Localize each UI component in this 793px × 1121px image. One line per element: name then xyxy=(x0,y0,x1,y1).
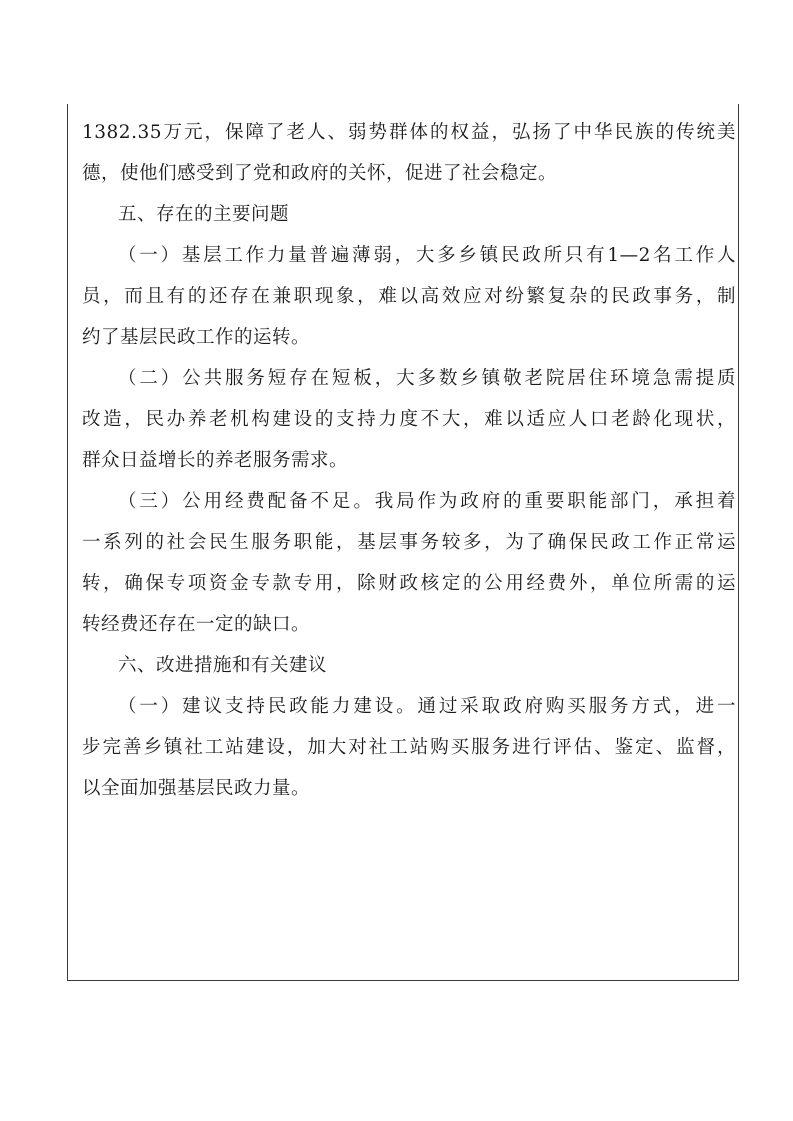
text-line: 转，确保专项资金专款专用，除财政核定的公用经费外，单位所需的运 xyxy=(82,573,736,594)
text-line: 1382.35万元，保障了老人、弱势群体的权益，弘扬了中华民族的传统美 xyxy=(82,122,736,143)
paragraph-funding xyxy=(68,481,738,645)
paragraph-public-services xyxy=(68,358,738,481)
text-line: 德，使他们感受到了党和政府的关怀，促进了社会稳定。 xyxy=(82,163,558,184)
text-line: 以全面加强基层民政力量。 xyxy=(82,778,311,799)
paragraph-staffing xyxy=(68,235,738,358)
text-line: 约了基层民政工作的运转。 xyxy=(82,327,311,348)
paragraph-capacity-building xyxy=(68,686,738,809)
text-line: 群众日益增长的养老服务需求。 xyxy=(82,450,349,471)
document-body xyxy=(68,112,738,809)
section-heading-problems: 五、存在的主要问题 xyxy=(118,204,290,225)
section-heading-improvements: 六、改进措施和有关建议 xyxy=(118,655,328,676)
text-line: （三）公用经费配备不足。我局作为政府的重要职能部门，承担着 xyxy=(118,491,736,512)
text-line: （二）公共服务短存在短板，大多数乡镇敬老院居住环境急需提质 xyxy=(118,368,736,389)
text-line: （一）建议支持民政能力建设。通过采取政府购买服务方式，进一 xyxy=(118,696,736,717)
paragraph-continued xyxy=(68,112,738,194)
text-line: （一）基层工作力量普遍薄弱，大多乡镇民政所只有1—2名工作人 xyxy=(118,245,736,266)
text-line: 步完善乡镇社工站建设，加大对社工站购买服务进行评估、鉴定、监督， xyxy=(82,737,736,758)
text-line: 一系列的社会民生服务职能，基层事务较多，为了确保民政工作正常运 xyxy=(82,532,736,553)
text-line: 员，而且有的还存在兼职现象，难以高效应对纷繁复杂的民政事务，制 xyxy=(82,286,736,307)
text-line: 改造，民办养老机构建设的支持力度不大，难以适应人口老龄化现状， xyxy=(82,409,736,430)
text-line: 转经费还存在一定的缺口。 xyxy=(82,614,311,635)
